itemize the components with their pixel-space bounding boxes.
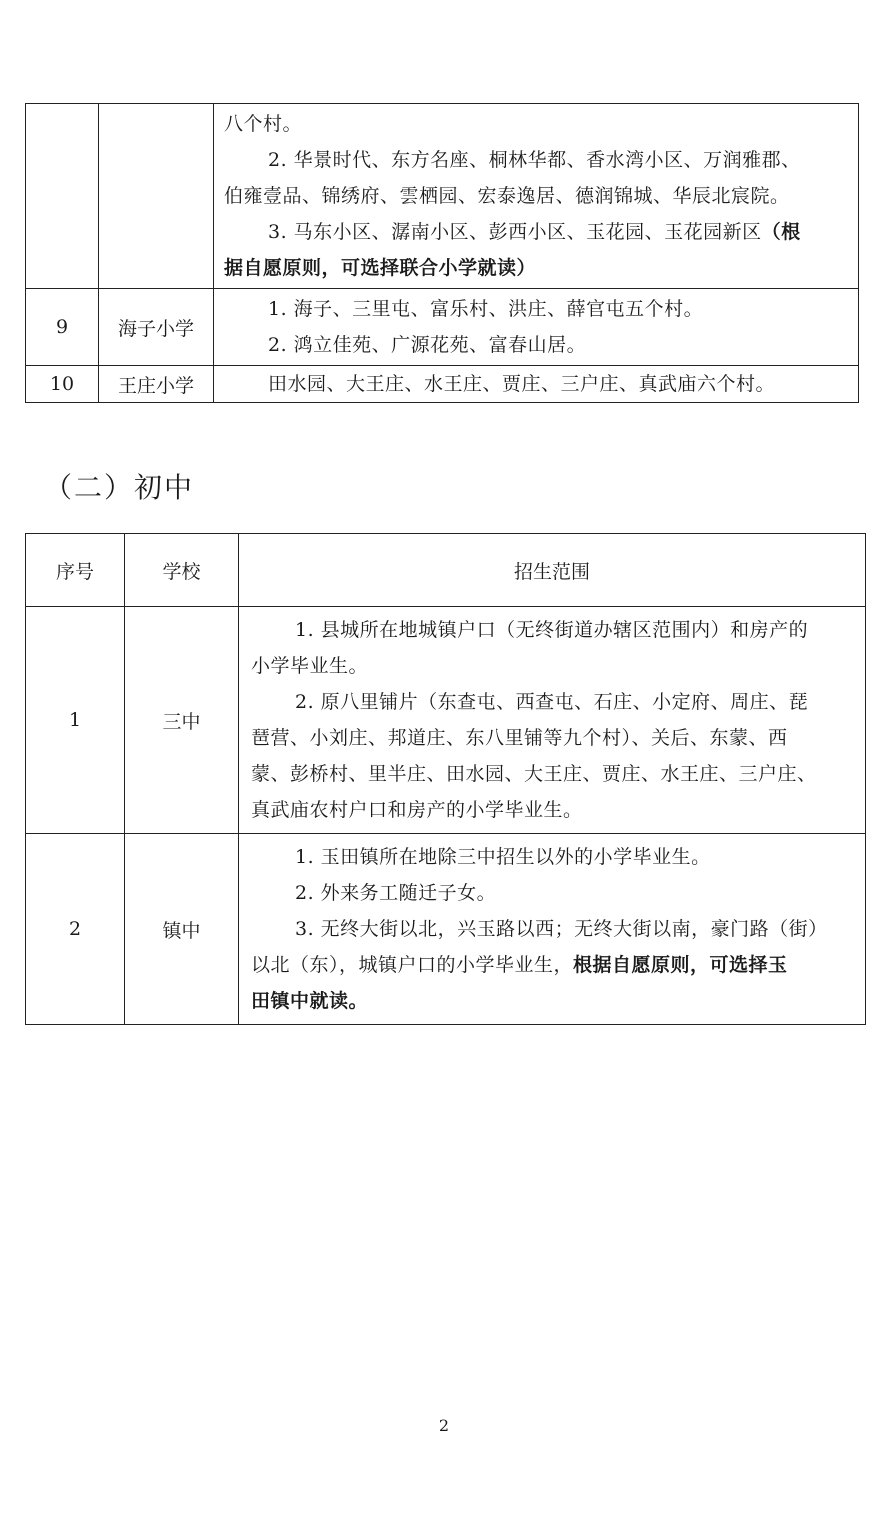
scope-line: 2. 外来务工随迁子女。 (295, 882, 497, 904)
row-number: 10 (26, 366, 99, 403)
row-number: 2 (26, 834, 125, 1025)
scope-line: 小学毕业生。 (251, 655, 369, 677)
school-name: 海子小学 (99, 289, 214, 366)
enrollment-scope (214, 104, 859, 289)
header-scope: 招生范围 (239, 534, 866, 607)
scope-line: 琶营、小刘庄、邦道庄、东八里铺等九个村）、关后、东蒙、西 (251, 727, 788, 749)
scope-line: 田水园、大王庄、水王庄、贾庄、三户庄、真武庙六个村。 (268, 373, 776, 395)
enrollment-scope (214, 289, 859, 366)
table-row (26, 607, 866, 834)
scope-line: 2. 华景时代、东方名座、桐林华都、香水湾小区、万润雅郡、 (268, 149, 801, 171)
section-heading: （二）初中 (44, 471, 195, 504)
scope-line: 据自愿原则，可选择联合小学就读） (224, 257, 537, 279)
table-row (26, 366, 859, 403)
enrollment-scope (214, 366, 859, 403)
school-name: 镇中 (125, 834, 239, 1025)
page-number: 2 (438, 1416, 450, 1435)
table-header-row (26, 534, 866, 607)
middle-school-table (25, 533, 866, 1025)
header-school: 学校 (125, 534, 239, 607)
enrollment-scope (239, 607, 866, 834)
scope-line: 2. 鸿立佳苑、广源花苑、富春山居。 (268, 334, 587, 356)
table-row (26, 289, 859, 366)
scope-line: 田镇中就读。 (251, 990, 369, 1012)
scope-line: 1. 海子、三里屯、富乐村、洪庄、薛官屯五个村。 (268, 298, 704, 320)
scope-line: 真武庙农村户口和房产的小学毕业生。 (251, 799, 583, 821)
scope-line: 1. 玉田镇所在地除三中招生以外的小学毕业生。 (295, 846, 711, 868)
row-number (26, 104, 99, 289)
primary-school-table (25, 103, 859, 403)
scope-line: 2. 原八里铺片（东查屯、西查屯、石庄、小定府、周庄、琵 (295, 691, 809, 713)
scope-line: 以北（东），城镇户口的小学毕业生，根据自愿原则，可选择玉 (251, 954, 788, 976)
row-number: 1 (26, 607, 125, 834)
table-row (26, 834, 866, 1025)
table-row (26, 104, 859, 289)
scope-line: 蒙、彭桥村、里半庄、田水园、大王庄、贾庄、水王庄、三户庄、 (251, 763, 817, 785)
school-name: 三中 (125, 607, 239, 834)
scope-line: 八个村。 (224, 113, 303, 135)
school-name: 王庄小学 (99, 366, 214, 403)
scope-line: 3. 马东小区、潺南小区、彭西小区、玉花园、玉花园新区（根 (268, 221, 801, 243)
scope-line: 伯雍壹品、锦绣府、雲栖园、宏泰逸居、德润锦城、华辰北宸院。 (224, 185, 790, 207)
row-number: 9 (26, 289, 99, 366)
school-name (99, 104, 214, 289)
header-number: 序号 (26, 534, 125, 607)
enrollment-scope (239, 834, 866, 1025)
scope-line: 1. 县城所在地城镇户口（无终街道办辖区范围内）和房产的 (295, 619, 809, 641)
scope-line: 3. 无终大街以北，兴玉路以西；无终大街以南，豪门路（街） (295, 918, 828, 940)
